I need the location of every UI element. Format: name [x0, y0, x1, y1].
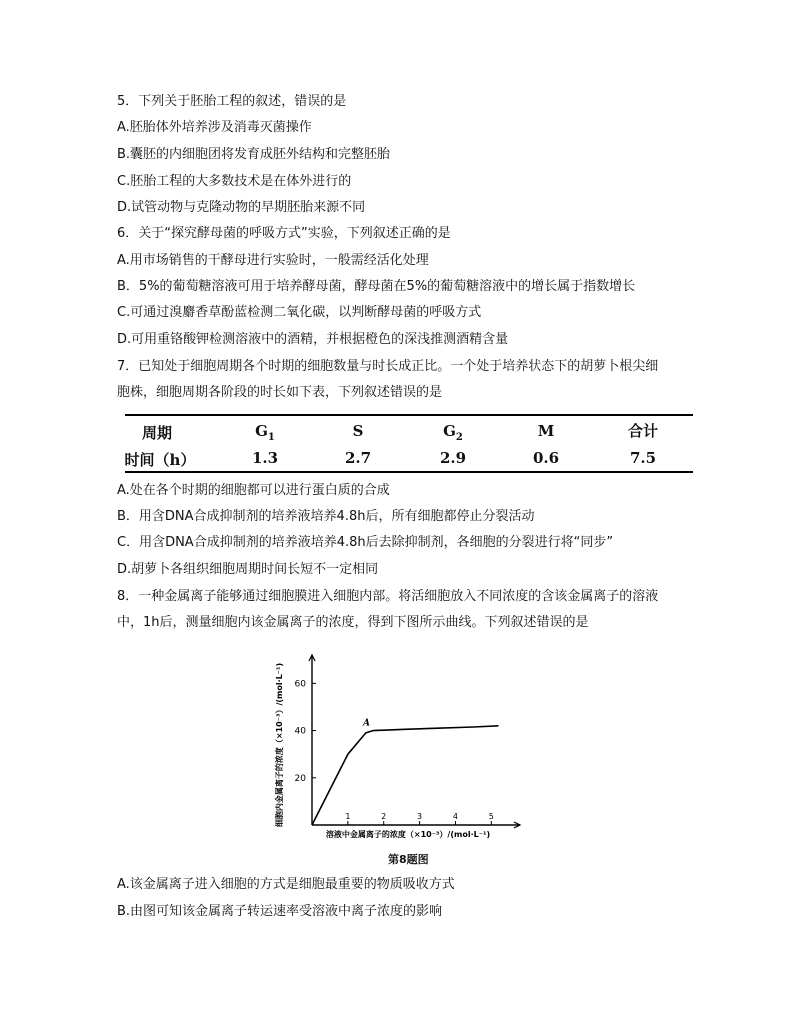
series-line [312, 726, 499, 825]
cell-cycle-table [125, 414, 693, 474]
table-header-period: 周期 [141, 424, 172, 442]
y-tick-label: 40 [294, 726, 306, 737]
q7-option-b: B．用含DNA合成抑制剂的培养液培养4.8h后，所有细胞都停止分裂活动 [117, 509, 535, 524]
q8-stem-line2: 中，1h后，测量细胞内该金属离子的浓度，得到下图所示曲线。下列叙述错误的是 [117, 615, 589, 630]
q5-option-b: B.囊胚的内细胞团将发育成胚外结构和完整胚胎 [117, 147, 391, 162]
q5-option-a: A.胚胎体外培养涉及消毒灭菌操作 [117, 120, 312, 135]
q5-option-c: C.胚胎工程的大多数技术是在体外进行的 [117, 174, 352, 189]
x-axis-label: 溶液中金属离子的浓度（×10⁻³）/(mol·L⁻¹) [325, 830, 491, 839]
q8-option-b: B.由图可知该金属离子转运速率受溶液中离子浓度的影响 [117, 904, 443, 919]
table-header-s: S [352, 422, 364, 440]
x-tick-label: 4 [452, 812, 458, 821]
x-tick-label: 3 [417, 812, 423, 821]
q7-option-d: D.胡萝卜各组织细胞周期时间长短不一定相同 [117, 562, 379, 577]
table-value-g2: 2.9 [439, 449, 467, 467]
x-tick-label: 5 [488, 812, 494, 821]
q6-option-d: D.可用重铬酸钾检测溶液中的酒精，并根据橙色的深浅推测酒精含量 [117, 332, 509, 347]
table-header-total: 合计 [627, 422, 658, 440]
g2-label: $G_2$ [443, 422, 463, 443]
q8-figure-caption: 第8题图 [388, 853, 429, 866]
q7-option-a: A.处在各个时期的细胞都可以进行蛋白质的合成 [117, 483, 390, 498]
table-top-rule [125, 414, 693, 416]
table-header-m: M [537, 422, 555, 440]
q6-option-b: B．5%的葡萄糖溶液可用于培养酵母菌，酵母菌在5%的葡萄糖溶液中的增长属于指数增长 [117, 279, 636, 294]
q5-option-d: D.试管动物与克隆动物的早期胚胎来源不同 [117, 200, 366, 215]
q6-option-a: A.用市场销售的干酵母进行实验时，一般需经活化处理 [117, 253, 429, 268]
table-value-total: 7.5 [629, 449, 657, 467]
q7-stem-line1: 7．已知处于细胞周期各个时期的细胞数量与时长成正比。一个处于培养状态下的胡萝卜根尖细 [117, 359, 659, 374]
table-header-g1 [220, 422, 310, 443]
q8-chart [270, 647, 530, 847]
point-a-label: A [362, 718, 370, 729]
y-tick-label: 20 [294, 773, 306, 784]
q7-option-c: C．用含DNA合成抑制剂的培养液培养4.8h后去除抑制剂，各细胞的分裂进行将“同步” [117, 535, 614, 550]
q8-option-a: A.该金属离子进入细胞的方式是细胞最重要的物质吸收方式 [117, 877, 455, 892]
line-chart [270, 647, 530, 847]
y-tick-label: 60 [294, 679, 306, 690]
table-value-s: 2.7 [344, 449, 372, 467]
q6-stem: 6．关于“探究酵母菌的呼吸方式”实验，下列叙述正确的是 [117, 226, 451, 241]
q5-stem: 5．下列关于胚胎工程的叙述，错误的是 [117, 94, 347, 109]
x-tick-label: 2 [381, 812, 387, 821]
table-bottom-rule [125, 471, 693, 473]
q8-stem-line1: 8．一种金属离子能够通过细胞膜进入细胞内部。将活细胞放入不同浓度的含该金属离子的溶液 [117, 589, 659, 604]
table-header-g2 [408, 422, 498, 443]
table-value-m: 0.6 [532, 449, 560, 467]
q7-stem-line2: 胞株，细胞周期各阶段的时长如下表，下列叙述错误的是 [117, 385, 443, 400]
table-value-g1: 1.3 [251, 449, 279, 467]
y-axis-label: 细胞内金属离子的浓度（×10⁻³）/(mol·L⁻¹) [275, 662, 284, 828]
table-row-label: 时间（h） [124, 451, 196, 469]
x-tick-label: 1 [345, 812, 351, 821]
q6-option-c: C.可通过溴麝香草酚蓝检测二氧化碳，以判断酵母菌的呼吸方式 [117, 305, 482, 320]
g1-label: $G_1$ [255, 422, 275, 443]
